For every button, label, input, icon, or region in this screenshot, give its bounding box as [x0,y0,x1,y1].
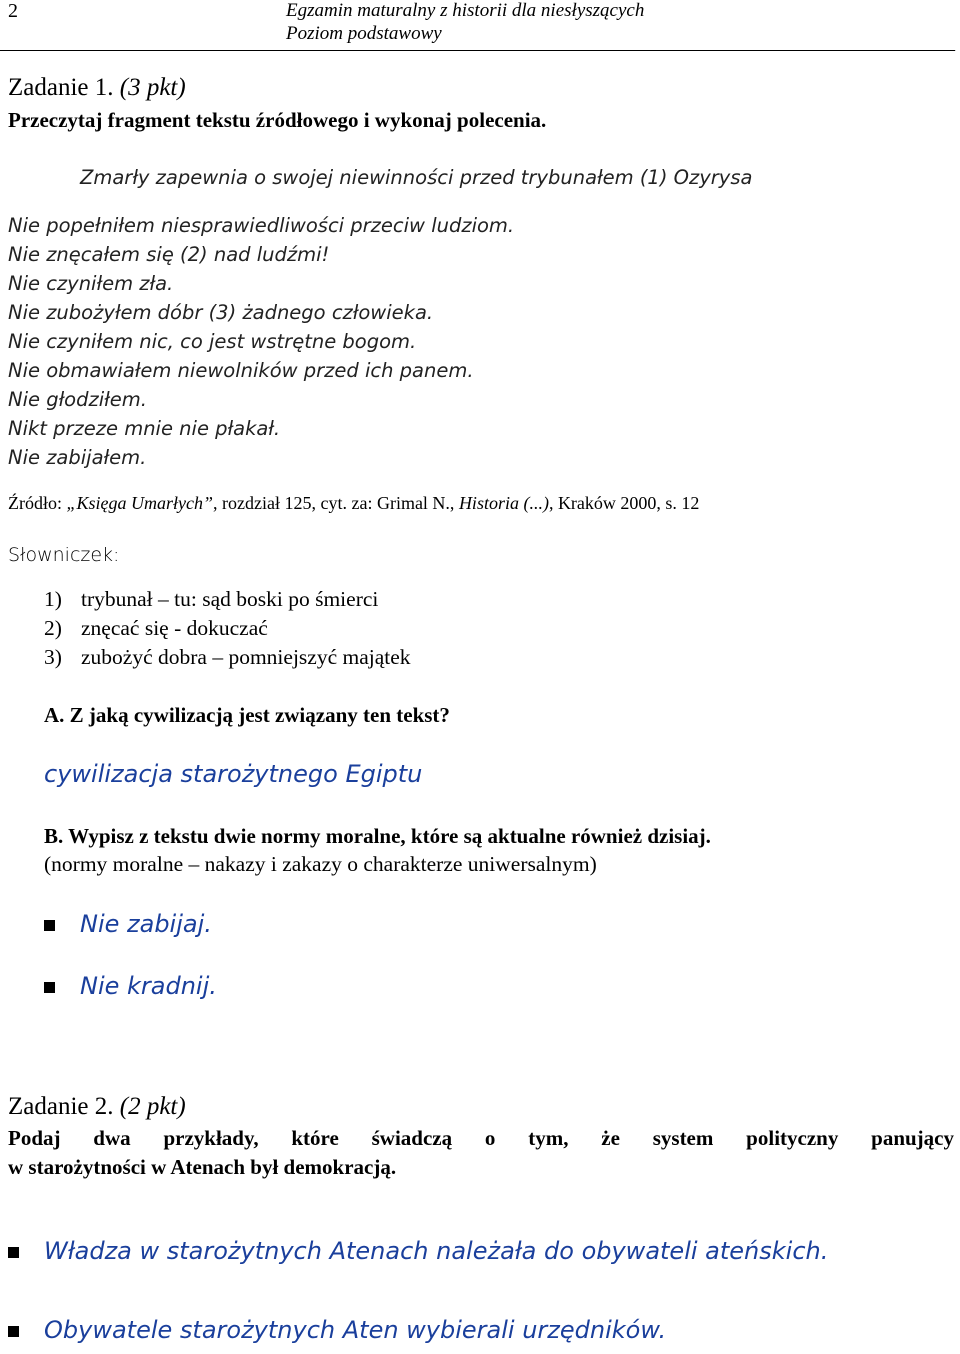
citation-book: „Księga Umarłych” [66,493,214,513]
glossary-title: Słowniczek: [8,544,120,566]
source-line: Nie obmawiałem niewolników przed ich panem. [8,359,474,382]
glossary-text: znęcać się - dokuczać [81,616,268,640]
glossary-item [44,587,378,612]
bullet-icon [44,920,55,931]
task1-points: (3 pkt) [119,74,186,101]
source-line: Nikt przeze mnie nie płakał. [8,417,281,440]
glossary-number: 2) [44,616,62,640]
answer-b-item: Nie kradnij. [80,972,217,1000]
task2-points: (2 pkt) [119,1093,186,1120]
glossary-item [44,645,411,670]
source-line: Nie popełniłem niesprawiedliwości przeciw ludziom. [8,214,515,237]
glossary-text: trybunał – tu: sąd boski po śmierci [81,587,379,611]
citation-prefix: Źródło: [8,493,67,513]
task1-title [8,74,186,102]
question-b: B. Wypisz z tekstu dwie normy moralne, które są aktualne również dzisiaj. [44,824,711,848]
answer-b-item: Nie zabijaj. [80,910,212,938]
task2-title [8,1093,186,1121]
source-line: Nie znęcałem się (2) nad ludźmi! [8,243,330,266]
task2-answer: Władza w starożytnych Atenach należała do obywateli ateńskich. [44,1237,829,1265]
source-line: Nie zubożyłem dóbr (3) żadnego człowieka. [8,301,434,324]
header-divider [0,50,955,51]
glossary-text: zubożyć dobra – pomniejszyć majątek [81,645,411,669]
bullet-icon [8,1247,19,1258]
source-line: Nie czyniłem zła. [8,272,174,295]
question-b-note: (normy moralne – nakazy i zakazy o charakterze uniwersalnym) [44,852,597,876]
bullet-icon [8,1326,19,1337]
page-number: 2 [8,0,18,22]
task2-instruction-line2: w starożytności w Atenach był demokracją. [8,1155,397,1179]
glossary-number: 1) [44,587,62,611]
source-citation [8,493,699,514]
task2-label: Zadanie 2. [8,1093,114,1120]
source-line: Nie zabijałem. [8,446,147,469]
answer-a: cywilizacja starożytnego Egiptu [44,760,423,788]
task1-instruction: Przeczytaj fragment tekstu źródłowego i wykonaj polecenia. [8,108,547,132]
task2-instruction-line1: Podaj dwa przykłady, które świadczą o tym, że system polityczny panujący [8,1126,954,1150]
source-title: Zmarły zapewnia o swojej niewinności przed trybunałem (1) Ozyrysa [80,166,753,189]
citation-middle: , rozdział 125, cyt. za: Grimal N., [213,493,459,513]
exam-title: Egzamin maturalny z historii dla niesłyszących [286,0,645,21]
task1-label: Zadanie 1. [8,74,114,101]
task2-answer: Obywatele starożytnych Aten wybierali urzędników. [44,1316,667,1344]
source-line: Nie czyniłem nic, co jest wstrętne bogom. [8,330,417,353]
citation-work: Historia (...) [458,493,549,513]
glossary-item [44,616,268,641]
question-a: A. Z jaką cywilizacją jest związany ten tekst? [44,703,450,727]
source-line: Nie głodziłem. [8,388,147,411]
glossary-number: 3) [44,645,62,669]
citation-suffix: , Kraków 2000, s. 12 [548,493,700,513]
bullet-icon [44,982,55,993]
exam-level: Poziom podstawowy [286,23,442,44]
